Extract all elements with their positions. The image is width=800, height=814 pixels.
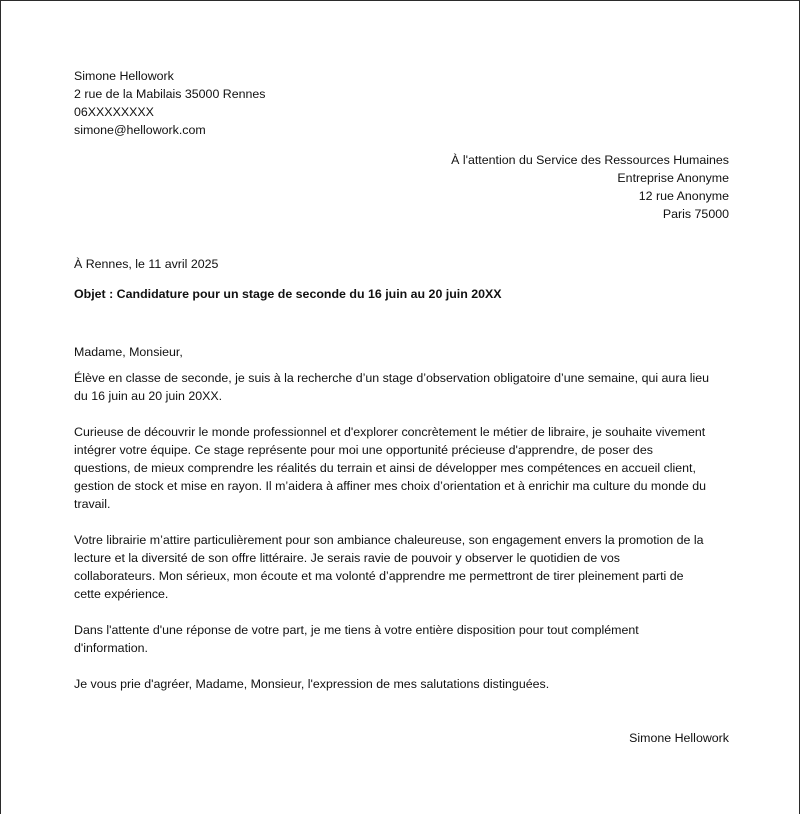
recipient-company: Entreprise Anonyme [617,171,729,185]
paragraph-line: lecture et la diversité de son offre littéraire. Je serais ravie de pouvoir y observer le quotidien de vos [74,551,620,565]
paragraph-line: questions, de mieux comprendre les réalités du terrain et ainsi de développer mes compétences en accueil client, [74,461,696,475]
paragraph-line: cette expérience. [74,587,169,601]
paragraph-line: travail. [74,497,111,511]
recipient-attention: À l'attention du Service des Ressources Humaines [451,153,729,167]
recipient-street: 12 rue Anonyme [638,189,729,203]
paragraph-line: collaborateurs. Mon sérieux, mon écoute et ma volonté d’apprendre me permettront de tirer pleinement parti de [74,569,684,583]
cover-letter [74,67,729,747]
paragraph-line: gestion de stock et mise en rayon. Il m’aidera à affiner mes choix d’orientation et à enrichir ma culture du monde du [74,479,707,493]
sender-address: 2 rue de la Mabilais 35000 Rennes [74,87,266,101]
paragraph-line: Curieuse de découvrir le monde professionnel et d'explorer concrètement le métier de libraire, je souhaite vivement [74,425,706,439]
paragraph-line: Votre librairie m’attire particulièrement pour son ambiance chaleureuse, son engagement envers la promotion de la [74,533,704,547]
paragraph-line: Élève en classe de seconde, je suis à la recherche d’un stage d’observation obligatoire d’une semaine, qui aura lieu [74,371,710,385]
salutation: Madame, Monsieur, [74,345,183,359]
signature: Simone Hellowork [629,731,729,745]
paragraph-line: Dans l'attente d'une réponse de votre part, je me tiens à votre entière disposition pour tout complément [74,623,639,637]
paragraph-line: Je vous prie d'agréer, Madame, Monsieur, l'expression de mes salutations distinguées. [74,677,550,691]
paragraph-closing [74,675,729,693]
paragraph-availability [74,621,729,657]
paragraph-line: du 16 juin au 20 juin 20XX. [74,389,223,403]
paragraph-company [74,531,729,603]
paragraph-line: d'information. [74,641,148,655]
sender-phone: 06XXXXXXXX [74,105,154,119]
paragraph-intro [74,369,729,405]
subject-line: Objet : Candidature pour un stage de seconde du 16 juin au 20 juin 20XX [74,287,502,301]
paragraph-motivation [74,423,729,513]
sender-block [74,67,729,139]
date-line: À Rennes, le 11 avril 2025 [74,257,219,271]
paragraph-line: intégrer votre équipe. Ce stage représente pour moi une opportunité précieuse d'apprendre, de poser des [74,443,653,457]
recipient-city: Paris 75000 [662,207,729,221]
sender-name: Simone Hellowork [74,69,174,83]
sender-email: simone@hellowork.com [74,123,206,137]
recipient-block [74,151,729,223]
